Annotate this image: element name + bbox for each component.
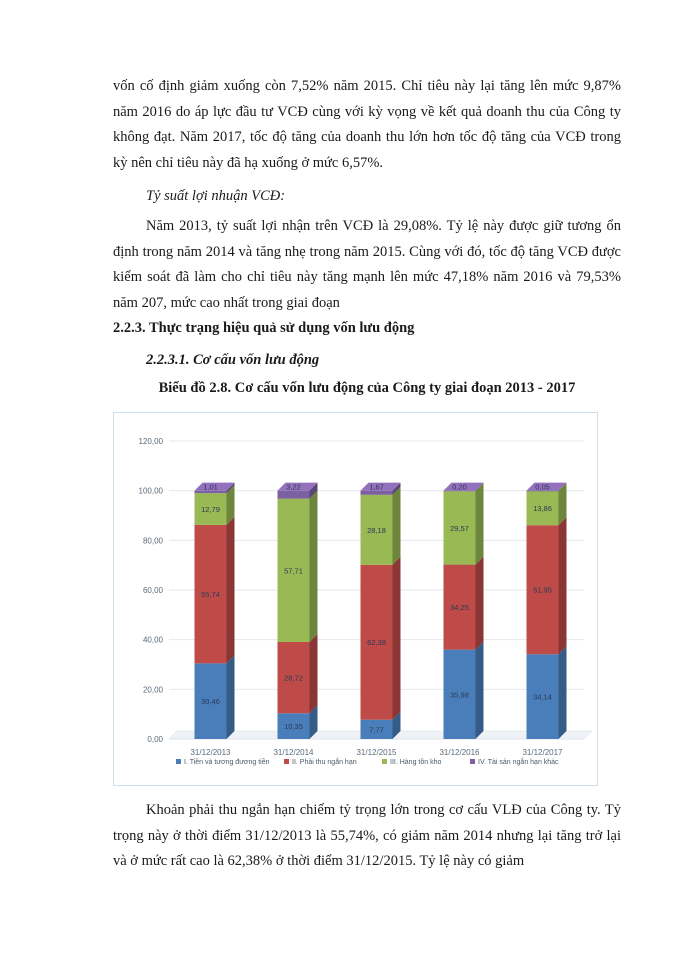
paragraph-receivables: Khoản phải thu ngắn hạn chiếm tỷ trọng lớn trong cơ cấu VLĐ của Công ty. Tỷ trọng này ở thời điểm 31/12/2013 là 55,74%, có giảm năm 2014 nhưng lại tăng trở lại và ở mức rất cao là 62,38% ở thời điểm 31/12/2015. Tỷ lệ này có giảm — [113, 802, 621, 869]
data-label: 10,35 — [284, 722, 303, 732]
x-tick-label: 31/12/2015 — [356, 748, 397, 757]
bar-side — [393, 557, 401, 720]
data-label: 0,20 — [452, 482, 467, 492]
data-label: 3,22 — [286, 482, 301, 492]
y-tick-label: 40,00 — [142, 635, 163, 645]
data-label: 13,86 — [533, 504, 552, 514]
bar-side — [227, 517, 235, 663]
legend-label: I. Tiền và tương đương tiền — [184, 759, 270, 766]
legend-swatch — [470, 759, 475, 764]
bar-side — [310, 634, 318, 713]
data-label: 34,14 — [533, 692, 552, 702]
bar-side — [476, 642, 484, 739]
section-heading-working-capital: 2.2.3. Thực trạng hiệu quả sử dụng vốn lưu động — [113, 320, 415, 336]
data-label: 1,67 — [369, 482, 384, 492]
y-tick-label: 60,00 — [142, 586, 163, 595]
data-label: 34,25 — [450, 603, 469, 613]
data-label: 35,98 — [450, 690, 469, 700]
data-label: 29,57 — [450, 523, 469, 533]
data-label: 30,46 — [201, 697, 220, 707]
legend-swatch — [284, 759, 289, 764]
figure-title: Biểu đồ 2.8. Cơ cấu vốn lưu động của Công ty giai đoạn 2013 - 2017 — [158, 380, 576, 396]
x-tick-label: 31/12/2013 — [190, 748, 231, 757]
data-label: 12,79 — [201, 505, 220, 515]
bar-side — [476, 483, 484, 564]
y-tick-label: 100,00 — [138, 486, 163, 496]
data-label: 57,71 — [284, 566, 303, 576]
bar-side — [559, 646, 567, 739]
x-tick-label: 31/12/2014 — [273, 748, 314, 757]
legend-label: IV. Tài sản ngắn hạn khác — [478, 759, 559, 766]
x-tick-label: 31/12/2016 — [439, 748, 480, 757]
bar-segment — [278, 491, 310, 499]
stacked-bar-chart — [113, 412, 598, 786]
paragraph-fixed-capital-turnover: vốn cố định giảm xuống còn 7,52% năm 2015. Chỉ tiêu này lại tăng lên mức 9,87% năm 2016 do áp lực đầu tư VCĐ cùng với kỳ vọng về kết quả doanh thu của Công ty không đạt. Năm 2017, tốc độ tăng của doanh thu lớn hơn tốc độ tăng của VCĐ trong kỳ nên chỉ tiêu này đã hạ xuống ở mức 6,57%. — [113, 78, 621, 171]
bar-side — [476, 557, 484, 650]
data-label: 1,01 — [203, 482, 218, 492]
bar-side — [227, 655, 235, 739]
chart-canvas — [114, 413, 597, 785]
y-tick-label: 20,00 — [142, 685, 163, 695]
bar-side — [393, 487, 401, 565]
data-label: 28,18 — [367, 525, 386, 535]
data-label: 51,95 — [533, 585, 552, 595]
x-tick-label: 31/12/2017 — [522, 748, 563, 757]
subsection-heading-structure: 2.2.3.1. Cơ cấu vốn lưu động — [146, 352, 320, 368]
y-tick-label: 80,00 — [142, 536, 163, 546]
legend-swatch — [176, 759, 181, 764]
y-tick-label: 0,00 — [147, 735, 163, 744]
legend-label: III. Hàng tồn kho — [390, 759, 442, 766]
paragraph-fixed-capital-profit: Năm 2013, tỷ suất lợi nhận trên VCĐ là 29,08%. Tỷ lệ này được giữ tương ổn định trong năm 2014 và tăng nhẹ trong năm 2015. Cùng với đó, tốc độ tăng VCĐ được kiểm soát đã làm cho chỉ tiêu này tăng mạnh lên mức 47,18% năm 2016 và 79,53% năm 207, mức cao nhất trong giai đoạn — [113, 218, 621, 311]
data-label: 0,05 — [535, 482, 550, 492]
italic-heading-fixed-capital-profit: Tỷ suất lợi nhuận VCĐ: — [146, 188, 286, 204]
bar-side — [559, 517, 567, 654]
legend-swatch — [382, 759, 387, 764]
data-label: 28,72 — [284, 673, 303, 683]
data-label: 55,74 — [201, 590, 220, 600]
data-label: 62,38 — [367, 638, 386, 648]
legend-label: II. Phải thu ngắn hạn — [292, 759, 357, 766]
y-tick-label: 120,00 — [138, 437, 163, 446]
data-label: 7,77 — [369, 725, 384, 735]
bar-side — [310, 491, 318, 642]
